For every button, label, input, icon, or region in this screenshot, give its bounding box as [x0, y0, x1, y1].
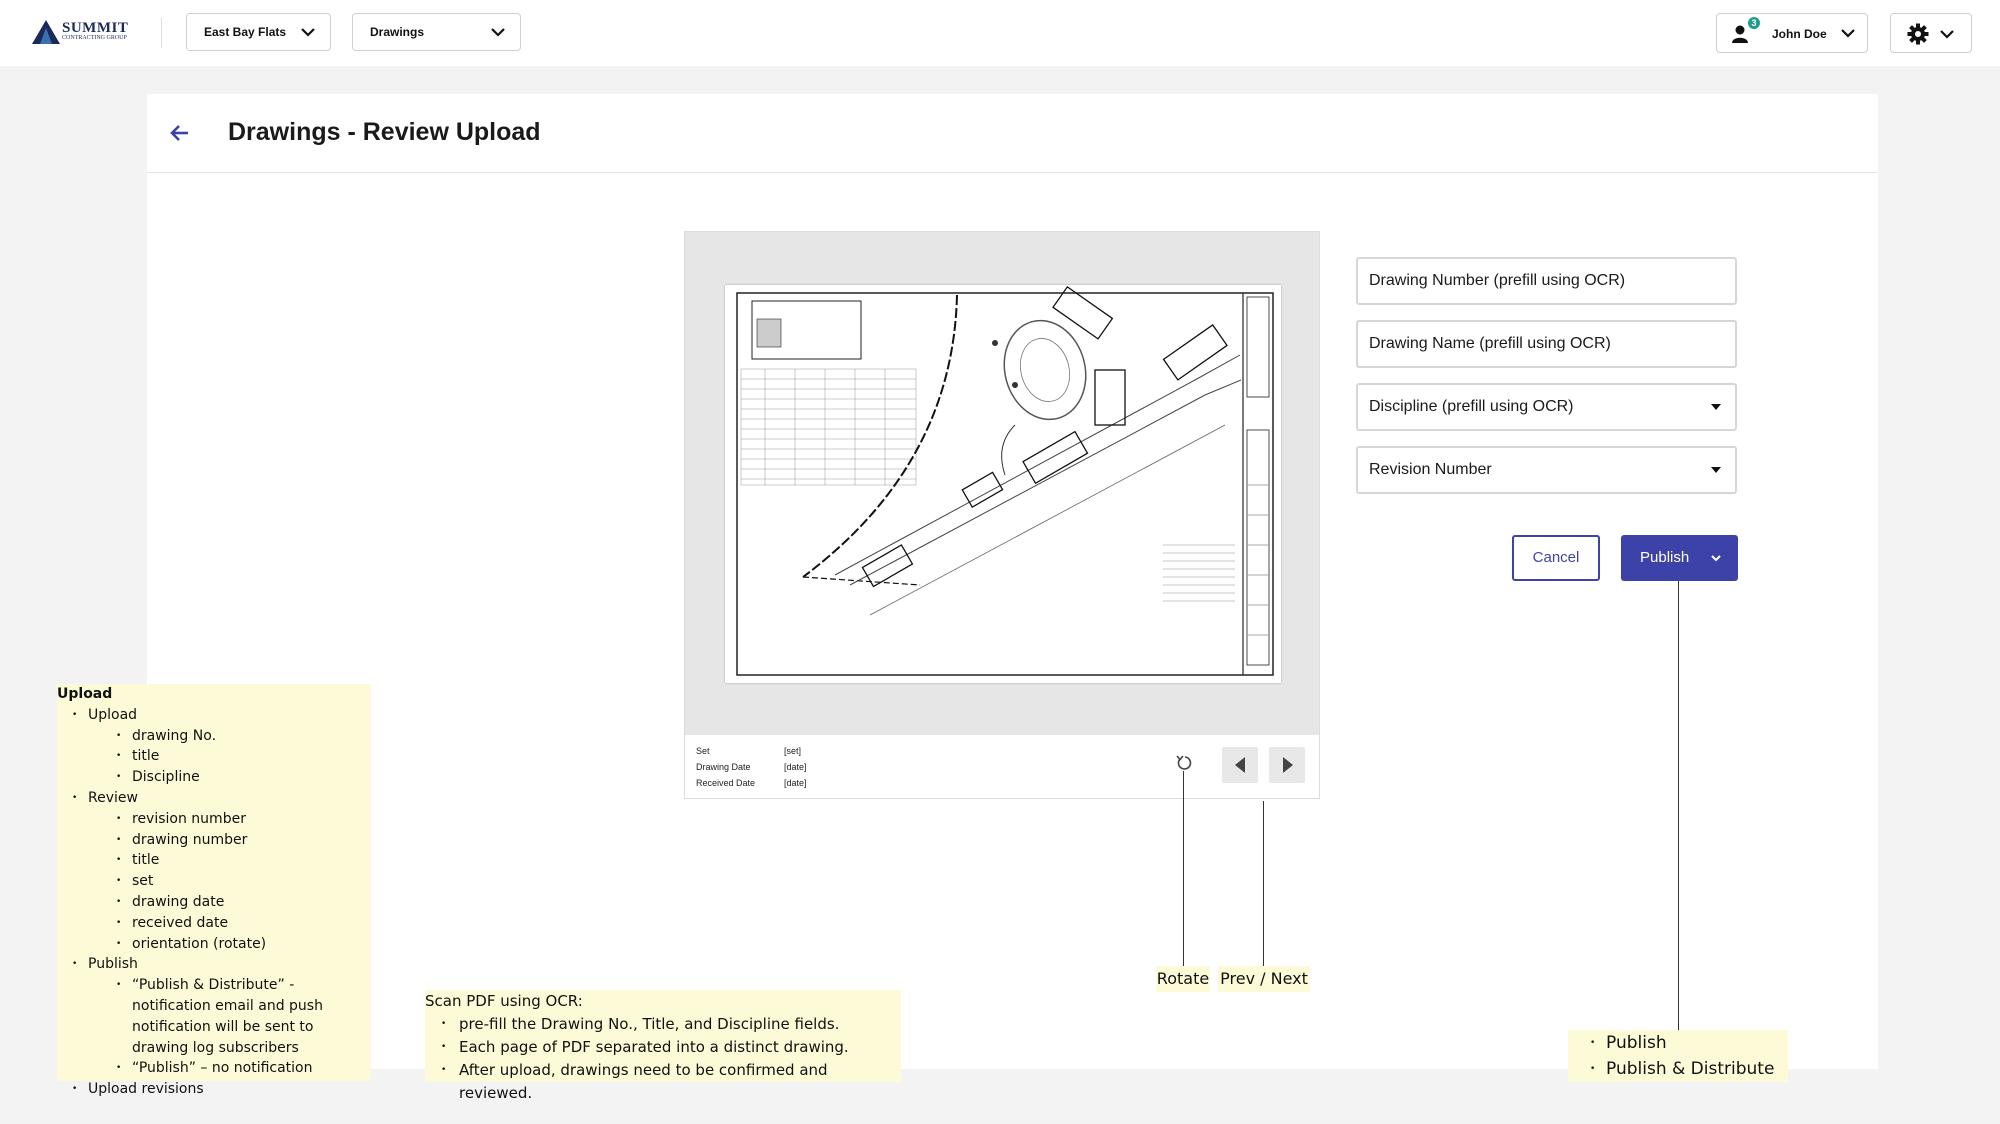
note-subitem: • “Publish” – no notification — [57, 1058, 371, 1079]
triangle-left-icon — [1234, 757, 1246, 773]
publish-options-annotation — [1568, 1030, 1788, 1082]
rotate-annotation: Rotate — [1156, 966, 1210, 992]
discipline-value: Discipline (prefill using OCR) — [1369, 398, 1574, 415]
page-title: Drawings - Review Upload — [228, 118, 541, 146]
rotate-icon[interactable] — [1174, 752, 1196, 774]
note-subitem: • title — [57, 746, 371, 767]
note-title: Scan PDF using OCR: — [425, 992, 583, 1010]
logo-subtitle: CONTRACTING GROUP — [62, 35, 127, 41]
prev-page-button[interactable] — [1222, 747, 1258, 783]
drawing-name-field[interactable] — [1356, 320, 1737, 368]
drawing-number-field[interactable] — [1356, 257, 1737, 305]
publish-button[interactable] — [1621, 535, 1738, 581]
notification-badge: 3 — [1748, 17, 1760, 29]
note-item: • Publish — [57, 954, 371, 975]
note-subitem: • title — [57, 850, 371, 871]
drawing-metadata — [696, 746, 807, 794]
publish-button-label: Publish — [1640, 549, 1690, 566]
note-subitem: • drawing date — [57, 892, 371, 913]
card-header — [147, 94, 1878, 173]
note-subitem: • Discipline — [57, 767, 371, 788]
chevron-down-icon — [1840, 26, 1856, 40]
upload-annotation-note — [57, 684, 371, 1098]
settings-menu[interactable] — [1890, 13, 1972, 53]
project-dropdown-label: East Bay Flats — [204, 25, 287, 39]
meta-row-received-date: Received Date [date] — [696, 778, 807, 788]
gear-icon — [1907, 23, 1929, 45]
user-name: John Doe — [1772, 27, 1827, 41]
module-dropdown[interactable] — [352, 13, 521, 51]
note-subitem: • drawing number — [57, 830, 371, 851]
revision-number-select[interactable] — [1356, 446, 1737, 494]
discipline-select[interactable] — [1356, 383, 1737, 431]
note-subitem: • set — [57, 871, 371, 892]
note-item: • Review — [57, 788, 371, 809]
note-subitem: • revision number — [57, 809, 371, 830]
triangle-right-icon — [1282, 757, 1294, 773]
revision-number-value: Revision Number — [1369, 461, 1492, 478]
drawing-name-value: Drawing Name (prefill using OCR) — [1369, 335, 1611, 352]
user-menu[interactable] — [1716, 13, 1868, 53]
note-item: • Upload — [57, 705, 371, 726]
rotate-callout-line — [1183, 771, 1184, 966]
ocr-annotation-note — [425, 990, 901, 1102]
viewer-canvas[interactable] — [685, 232, 1319, 735]
company-logo[interactable] — [32, 18, 132, 48]
note-item: • Publish & Distribute — [1568, 1056, 1788, 1082]
chevron-down-icon — [490, 25, 506, 39]
caret-down-icon — [1711, 404, 1721, 410]
project-dropdown[interactable] — [186, 13, 331, 51]
prev-next-callout-line — [1263, 801, 1264, 966]
drawing-number-value: Drawing Number (prefill using OCR) — [1369, 272, 1626, 289]
note-item: • pre-fill the Drawing No., Title, and Discipline fields. — [425, 1013, 901, 1036]
note-subitem: • orientation (rotate) — [57, 934, 371, 955]
note-item: • Publish — [1568, 1030, 1788, 1056]
chevron-down-icon[interactable] — [1710, 553, 1722, 563]
chevron-down-icon — [300, 25, 316, 39]
note-item: • Each page of PDF separated into a distinct drawing. — [425, 1036, 901, 1059]
publish-callout-line — [1678, 581, 1679, 1030]
note-subitem: • received date — [57, 913, 371, 934]
meta-row-drawing-date: Drawing Date [date] — [696, 762, 807, 772]
next-page-button[interactable] — [1269, 747, 1305, 783]
note-subitem: • drawing No. — [57, 726, 371, 747]
module-dropdown-label: Drawings — [370, 25, 425, 39]
top-bar — [0, 0, 2000, 66]
caret-down-icon — [1711, 467, 1721, 473]
prev-next-annotation: Prev / Next — [1218, 966, 1310, 992]
mountain-logo-icon — [32, 20, 62, 44]
note-item: • After upload, drawings need to be confirmed and reviewed. — [425, 1059, 901, 1105]
note-item: • Upload revisions — [57, 1079, 371, 1100]
cancel-button[interactable]: Cancel — [1512, 535, 1600, 581]
user-icon — [1731, 24, 1751, 44]
logo-name: SUMMIT — [62, 20, 129, 36]
back-arrow-icon[interactable] — [169, 122, 191, 144]
drawing-viewer — [684, 231, 1320, 799]
site-plan-image — [725, 285, 1281, 683]
note-subitem: • “Publish & Distribute” - notification email and push notification will be sent to drawing log subscribers — [57, 975, 371, 1058]
header-divider — [161, 18, 162, 48]
note-title: Upload — [57, 686, 113, 702]
meta-row-set: Set [set] — [696, 746, 802, 756]
chevron-down-icon — [1939, 27, 1955, 41]
drawing-sheet-preview — [725, 285, 1281, 683]
